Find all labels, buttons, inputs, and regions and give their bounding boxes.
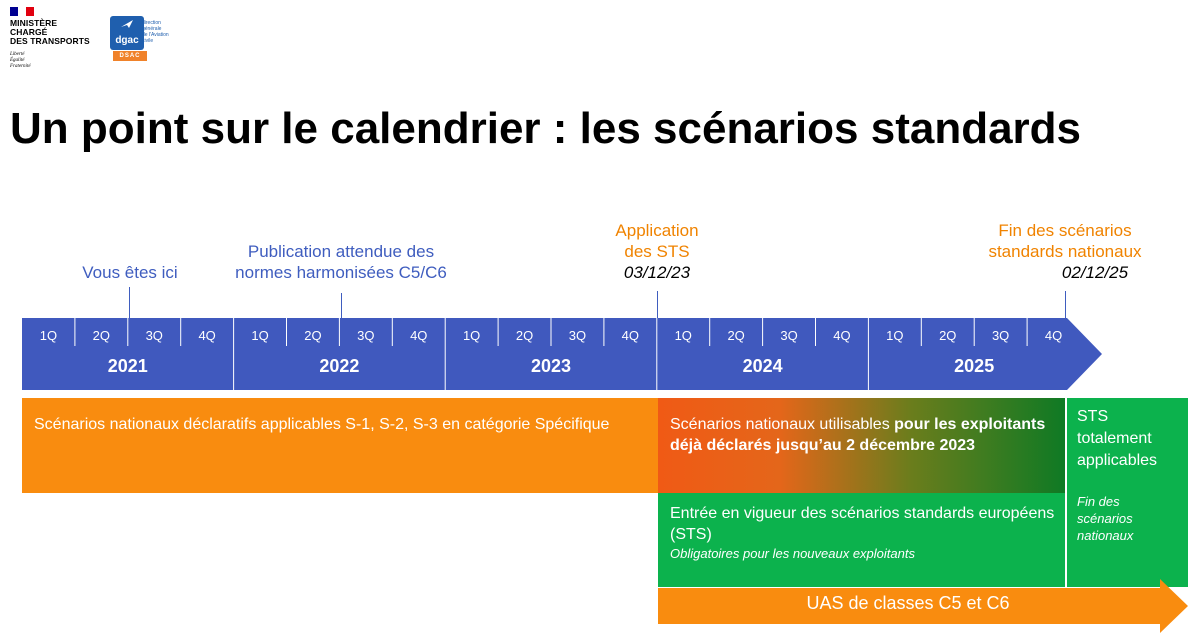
end-date: 02/12/25 (1061, 263, 1129, 282)
publication-marker (341, 293, 342, 318)
application-date: 03/12/23 (623, 263, 691, 282)
you-are-here-marker (129, 287, 130, 318)
quarter-label: 2Q (92, 328, 110, 343)
dgac-logo: dgac (110, 16, 144, 50)
sts-full-box (1067, 398, 1188, 587)
quarter-label: 3Q (991, 328, 1010, 343)
timeline-arrow (22, 318, 1104, 390)
quarter-label: 2Q (727, 328, 745, 343)
quarter-label: 3Q (357, 328, 375, 343)
quarter-label: 1Q (251, 328, 269, 343)
quarter-label: 3Q (780, 328, 798, 343)
application-marker (657, 291, 658, 318)
quarter-label: 1Q (39, 328, 58, 343)
quarter-label: 1Q (886, 328, 904, 343)
end-marker (1065, 291, 1066, 318)
quarter-label: 4Q (1044, 328, 1063, 343)
national-scenarios-box (22, 398, 658, 493)
national-scenarios-text: Scénarios nationaux déclaratifs applicables S-1, S-2, S-3 en catégorie Spécifique (34, 416, 610, 433)
transition-box (658, 398, 1065, 493)
sts-full-text: STS totalement applicables (1077, 408, 1158, 469)
sts-entry-box (658, 493, 1065, 587)
year-label: 2024 (742, 356, 783, 376)
end-national-label: Fin des scénarios standards nationaux 02/12/25 (970, 220, 1160, 283)
quarter-label: 2Q (515, 328, 534, 343)
sts-entry-text: Entrée en vigueur des scénarios standards européens (STS) (670, 505, 1055, 543)
republic-flag-icon (10, 7, 34, 16)
quarter-label: 4Q (621, 328, 639, 343)
republic-motto: Liberté Égalité Fraternité (10, 52, 31, 69)
quarter-label: 4Q (410, 328, 428, 343)
quarter-label: 2Q (939, 328, 957, 343)
uas-classes-label: UAS de classes C5 et C6 (806, 593, 1010, 613)
quarter-label: 1Q (462, 328, 481, 343)
sts-full-note: Fin des scénarios nationaux (1077, 494, 1134, 543)
sts-entry-note: Obligatoires pour les nouveaux exploitants (670, 546, 915, 561)
year-label: 2023 (530, 356, 571, 376)
ministry-logo-text: MINISTÈRE CHARGÉ DES TRANSPORTS (10, 18, 90, 46)
page-title: Un point sur le calendrier : les scénarios standards (10, 104, 1082, 153)
year-label: 2022 (319, 356, 360, 376)
quarter-label: 3Q (568, 328, 587, 343)
plane-icon (120, 19, 134, 29)
dsac-logo: DSAC (113, 51, 147, 61)
quarter-label: 4Q (833, 328, 851, 343)
quarter-label: 4Q (198, 328, 216, 343)
year-label: 2025 (954, 356, 995, 376)
quarter-label: 2Q (304, 328, 322, 343)
quarter-label: 3Q (145, 328, 163, 343)
dgac-logo-caption: direction générale de l'Aviation civile (142, 20, 169, 44)
application-sts-label: Application des STS 03/12/23 (592, 220, 722, 283)
transition-text: Scénarios nationaux utilisables pour les exploitants déjà déclarés jusqu’au 2 décembre 2023 (670, 416, 1046, 454)
quarter-label: 1Q (674, 328, 692, 343)
publication-label: Publication attendue des normes harmonisées C5/C6 (235, 242, 447, 282)
uas-classes-arrow (658, 579, 1188, 633)
you-are-here-label: Vous êtes ici (82, 263, 178, 282)
year-label: 2021 (107, 356, 148, 376)
